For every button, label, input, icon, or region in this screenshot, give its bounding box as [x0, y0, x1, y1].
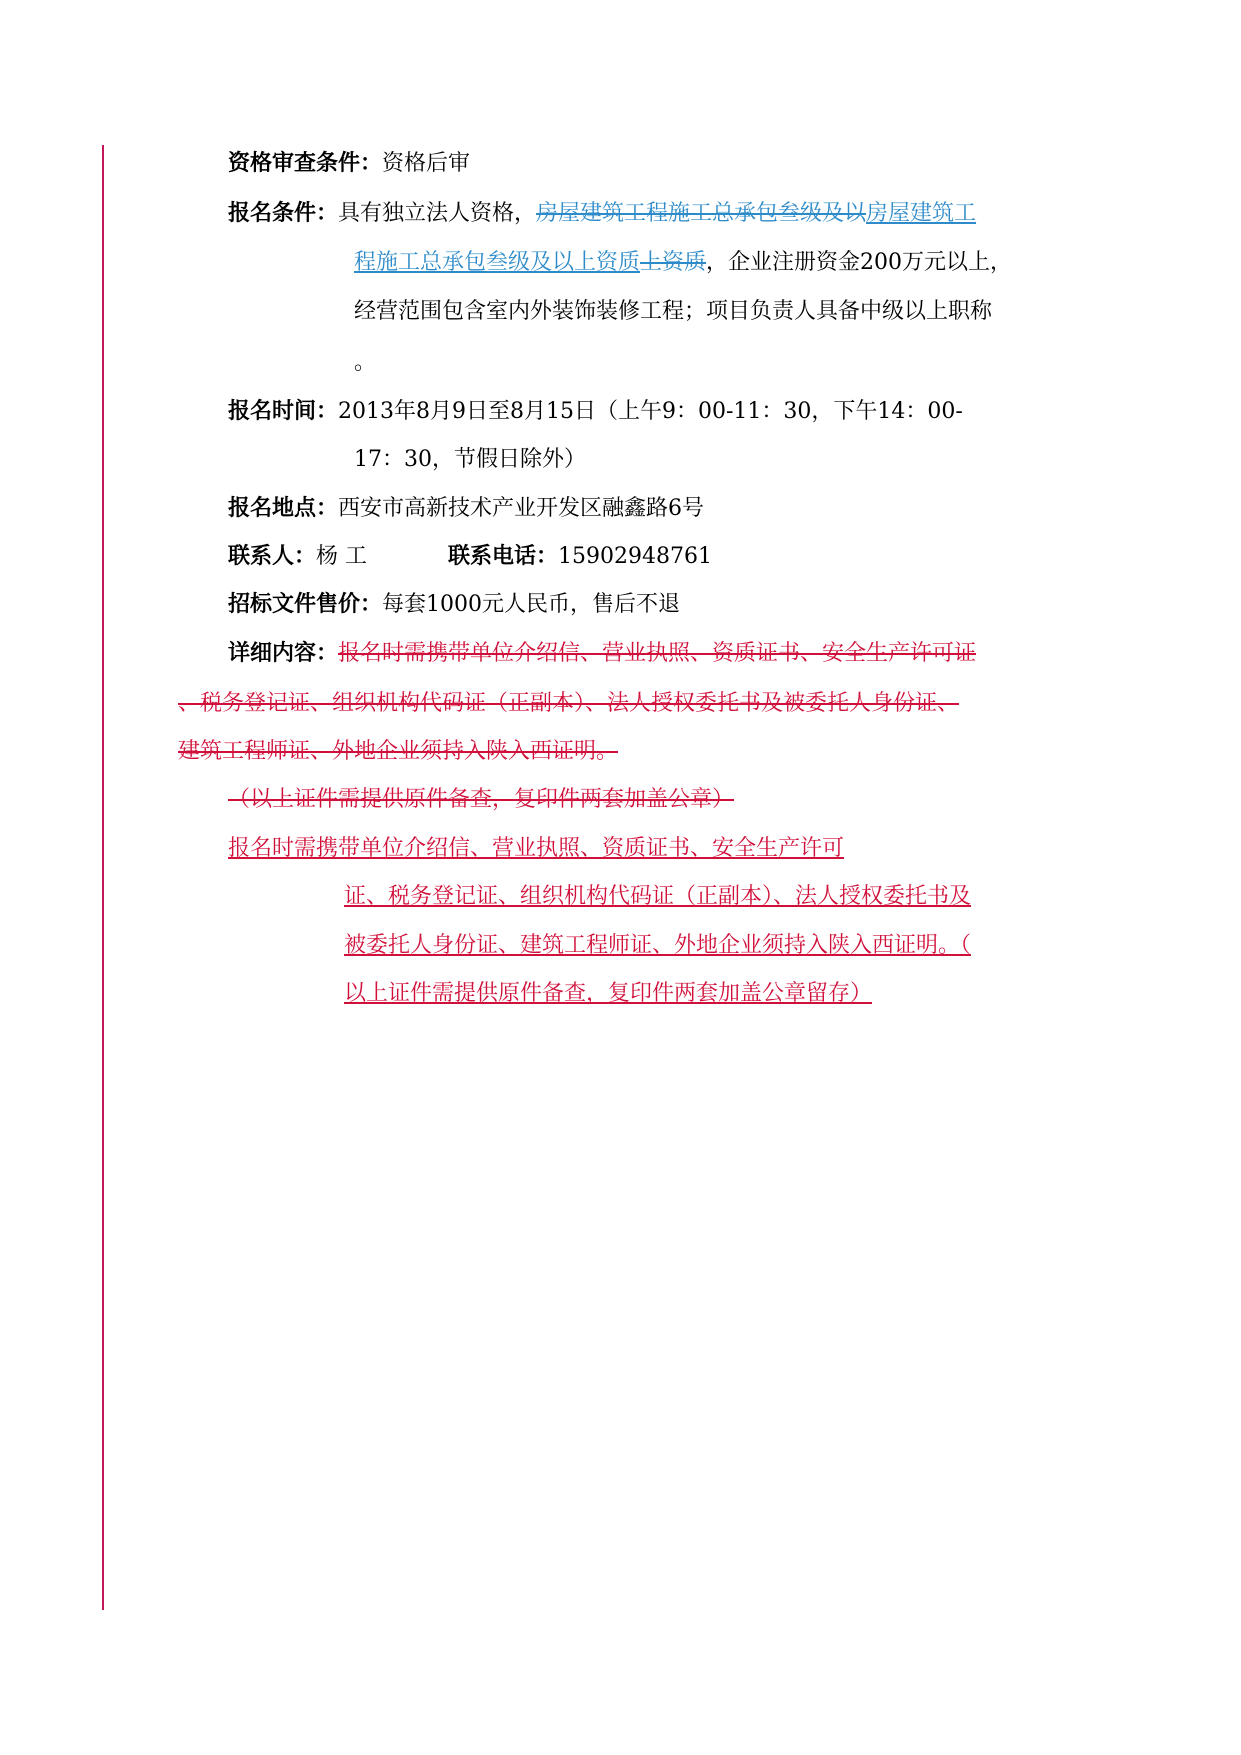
details-row-3 [178, 737, 618, 767]
inserted-revision-text: 程施工总承包叁级及以上资质 [354, 250, 641, 275]
price-value: 每套1000元人民币，售后不退 [382, 592, 681, 617]
deleted-revision-text: 报名时需携带单位介绍信、营业执照、资质证书、安全生产许可证 [338, 641, 977, 666]
details-row-2 [178, 689, 959, 719]
deleted-revision-text: 建筑工程师证、外地企业须持入陕入西证明。 [178, 739, 619, 764]
deleted-revision-text: 房屋建筑工程施工总承包叁级及以 [536, 201, 867, 226]
registration-time-row-2 [354, 445, 586, 475]
registration-conditions-row-2 [354, 248, 1012, 278]
registration-place-row [228, 494, 704, 524]
qualification-value: 资格后审 [382, 151, 471, 176]
contact-row [228, 542, 367, 572]
contact-phone-label: 联系电话： [448, 544, 559, 569]
registration-time-value: 17：30，节假日除外） [354, 447, 586, 472]
details-inserted-row-1 [228, 834, 844, 864]
registration-conditions-row-4 [354, 348, 376, 378]
registration-conditions-text: 。 [354, 350, 377, 375]
qualification-label: 资格审查条件： [228, 151, 383, 176]
details-row-1 [228, 639, 976, 669]
deleted-revision-text: （以上证件需提供原件备查，复印件两套加盖公章） [228, 787, 735, 812]
registration-conditions-row-1 [228, 199, 976, 229]
contact-person-label: 联系人： [228, 544, 317, 569]
inserted-revision-text: 被委托人身份证、建筑工程师证、外地企业须持入陕入西证明。（ [344, 933, 972, 958]
registration-time-label: 报名时间： [228, 399, 339, 424]
registration-time-row-1 [228, 397, 963, 427]
inserted-revision-text: 报名时需携带单位介绍信、营业执照、资质证书、安全生产许可 [228, 836, 845, 861]
qualification-row [228, 149, 470, 179]
details-inserted-row-4 [344, 979, 872, 1009]
details-row-4 [228, 785, 734, 815]
registration-time-value: 2013年8月9日至8月15日（上午9：00-11：30，下午14：00- [338, 399, 963, 424]
deleted-revision-text: 上资质 [640, 250, 707, 275]
registration-place-value: 西安市高新技术产业开发区融鑫路6号 [338, 496, 705, 521]
price-row [228, 590, 680, 620]
inserted-revision-text: 房屋建筑工 [866, 201, 977, 226]
price-label: 招标文件售价： [228, 592, 383, 617]
inserted-revision-text: 证、税务登记证、组织机构代码证（正副本）、法人授权委托书及 [344, 884, 972, 909]
registration-place-label: 报名地点： [228, 496, 339, 521]
inserted-revision-text: 以上证件需提供原件备查，复印件两套加盖公章留存） [344, 981, 873, 1006]
registration-conditions-text: 具有独立法人资格， [338, 201, 537, 226]
registration-conditions-row-3 [354, 297, 992, 327]
details-label: 详细内容： [228, 641, 339, 666]
registration-conditions-text: 经营范围包含室内外装饰装修工程；项目负责人具备中级以上职称 [354, 299, 993, 324]
details-inserted-row-3 [344, 931, 971, 961]
deleted-revision-text: 、税务登记证、组织机构代码证（正副本）、法人授权委托书及被委托人身份证、 [178, 691, 960, 716]
contact-phone-value: 15902948761 [558, 544, 712, 569]
registration-conditions-text: ，企业注册资金200万元以上， [706, 250, 1013, 275]
contact-phone-row [448, 542, 712, 572]
contact-person-value: 杨 工 [316, 544, 368, 569]
details-inserted-row-2 [344, 882, 971, 912]
registration-conditions-label: 报名条件： [228, 201, 339, 226]
